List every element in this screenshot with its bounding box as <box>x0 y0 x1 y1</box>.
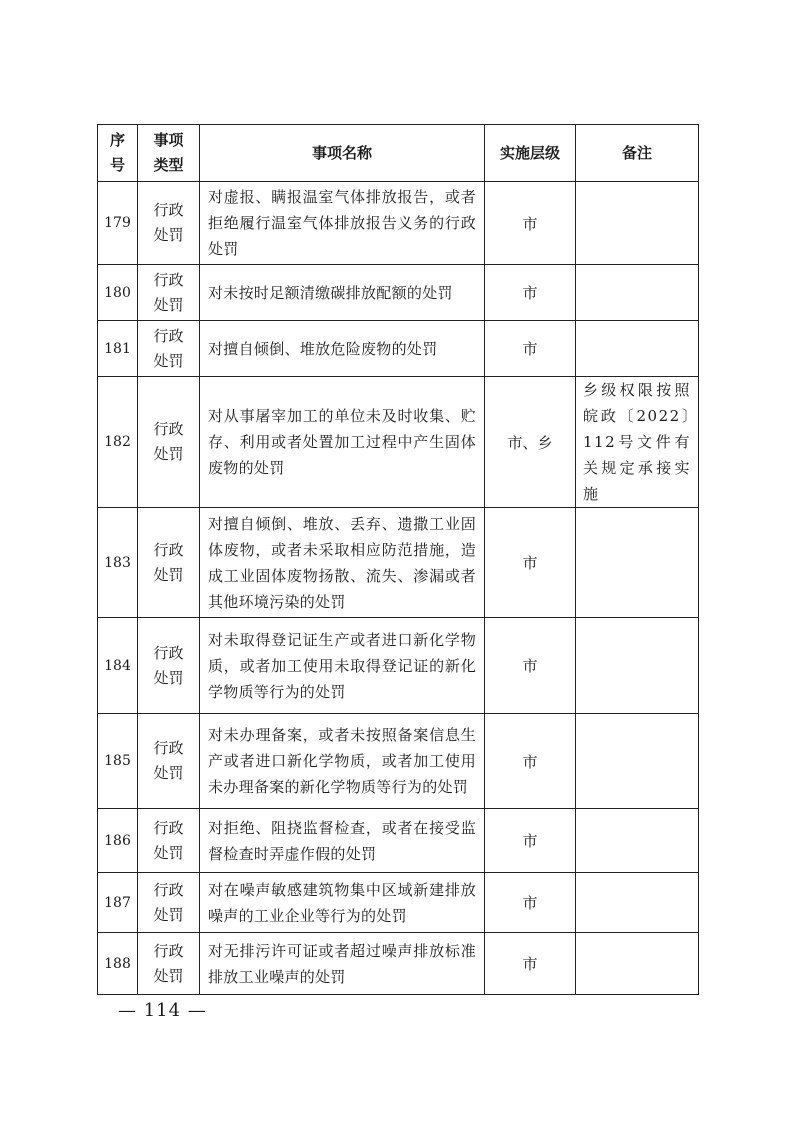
row-level: 市、乡 <box>485 377 576 508</box>
row-level: 市 <box>485 873 576 933</box>
row-index: 187 <box>98 873 138 933</box>
row-name: 对无排污许可证或者超过噪声排放标准排放工业噪声的处罚 <box>200 933 485 995</box>
table-row <box>98 809 699 873</box>
row-level: 市 <box>485 714 576 809</box>
row-note <box>576 933 699 995</box>
row-note: 乡级权限按照皖政〔2022〕112号文件有关规定承接实施 <box>576 377 699 508</box>
header-index: 序 号 <box>98 125 138 182</box>
row-note <box>576 508 699 618</box>
row-type: 行政 处罚 <box>138 321 200 377</box>
row-note <box>576 809 699 873</box>
row-index: 186 <box>98 809 138 873</box>
table-row <box>98 714 699 809</box>
header-row <box>98 125 699 182</box>
row-level: 市 <box>485 809 576 873</box>
row-name: 对在噪声敏感建筑物集中区域新建排放噪声的工业企业等行为的处罚 <box>200 873 485 933</box>
table-row <box>98 618 699 714</box>
row-type: 行政 处罚 <box>138 182 200 265</box>
row-note <box>576 873 699 933</box>
page-number: — 114 — <box>118 1000 207 1021</box>
row-name: 对擅自倾倒、堆放、丢弃、遗撒工业固体废物，或者未采取相应防范措施，造成工业固体废物扬散、流失、渗漏或者其他环境污染的处罚 <box>200 508 485 618</box>
row-name: 对未按时足额清缴碳排放配额的处罚 <box>200 265 485 321</box>
row-level: 市 <box>485 933 576 995</box>
row-type: 行政 处罚 <box>138 933 200 995</box>
row-type: 行政 处罚 <box>138 873 200 933</box>
table-row <box>98 265 699 321</box>
row-type: 行政 处罚 <box>138 508 200 618</box>
matters-table <box>97 124 699 995</box>
row-level: 市 <box>485 508 576 618</box>
header-level: 实施层级 <box>485 125 576 182</box>
header-type: 事项 类型 <box>138 125 200 182</box>
row-type: 行政 处罚 <box>138 714 200 809</box>
row-name: 对虚报、瞒报温室气体排放报告，或者拒绝履行温室气体排放报告义务的行政处罚 <box>200 182 485 265</box>
row-type: 行政 处罚 <box>138 809 200 873</box>
row-name: 对未办理备案，或者未按照备案信息生产或者进口新化学物质，或者加工使用未办理备案的新化学物质等行为的处罚 <box>200 714 485 809</box>
table-row <box>98 321 699 377</box>
table-row <box>98 182 699 265</box>
row-note <box>576 265 699 321</box>
row-type: 行政 处罚 <box>138 618 200 714</box>
row-level: 市 <box>485 182 576 265</box>
row-note <box>576 618 699 714</box>
row-index: 184 <box>98 618 138 714</box>
row-index: 182 <box>98 377 138 508</box>
row-name: 对拒绝、阻挠监督检查，或者在接受监督检查时弄虚作假的处罚 <box>200 809 485 873</box>
row-note <box>576 714 699 809</box>
row-index: 179 <box>98 182 138 265</box>
row-note <box>576 182 699 265</box>
row-index: 180 <box>98 265 138 321</box>
row-index: 188 <box>98 933 138 995</box>
row-index: 183 <box>98 508 138 618</box>
row-name: 对未取得登记证生产或者进口新化学物质，或者加工使用未取得登记证的新化学物质等行为的处罚 <box>200 618 485 714</box>
row-index: 185 <box>98 714 138 809</box>
table-row <box>98 508 699 618</box>
row-type: 行政 处罚 <box>138 377 200 508</box>
row-index: 181 <box>98 321 138 377</box>
row-level: 市 <box>485 321 576 377</box>
table-row <box>98 933 699 995</box>
row-name: 对从事屠宰加工的单位未及时收集、贮存、利用或者处置加工过程中产生固体废物的处罚 <box>200 377 485 508</box>
row-type: 行政 处罚 <box>138 265 200 321</box>
header-note: 备注 <box>576 125 699 182</box>
row-name: 对擅自倾倒、堆放危险废物的处罚 <box>200 321 485 377</box>
table-row <box>98 377 699 508</box>
row-note <box>576 321 699 377</box>
row-level: 市 <box>485 265 576 321</box>
table-row <box>98 873 699 933</box>
row-level: 市 <box>485 618 576 714</box>
header-name: 事项名称 <box>200 125 485 182</box>
